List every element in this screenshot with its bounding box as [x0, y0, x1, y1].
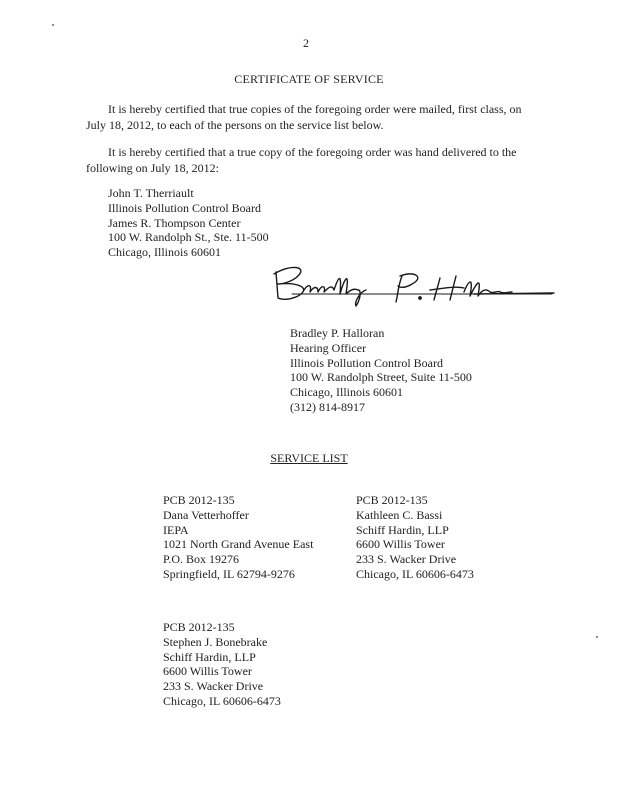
entry-line: Schiff Hardin, LLP	[163, 649, 256, 664]
handwritten-signature	[268, 260, 558, 310]
entry-line: Dana Vetterhoffer	[163, 507, 249, 522]
hand-delivery-certification-paragraph: It is hereby certified that a true copy of the foregoing order was hand delivered to the following on July 18, 2012:	[86, 145, 517, 175]
entry-line: Stephen J. Bonebrake	[163, 634, 268, 649]
entry-line: Kathleen C. Bassi	[356, 507, 443, 522]
signer-line: Illinois Pollution Control Board	[290, 355, 444, 370]
mailing-certification-paragraph: It is hereby certified that true copies of the foregoing order were mailed, first class, on July 18, 2012, to each of the persons on the service list below.	[86, 102, 522, 132]
entry-line: 233 S. Wacker Drive	[356, 552, 457, 567]
signer-line: (312) 814-8917	[290, 399, 365, 414]
page-number: 2	[303, 36, 309, 50]
address-line: 100 W. Randolph St., Ste. 11-500	[108, 230, 269, 245]
entry-line: 1021 North Grand Avenue East	[163, 537, 314, 552]
entry-line: Springfield, IL 62794-9276	[163, 566, 295, 581]
entry-line: PCB 2012-135	[163, 620, 235, 634]
signer-block	[290, 326, 472, 415]
scan-speck	[596, 636, 598, 638]
signer-line: 100 W. Randolph Street, Suite 11-500	[290, 370, 472, 385]
entry-line: 6600 Willis Tower	[163, 664, 252, 679]
entry-line: P.O. Box 19276	[163, 552, 240, 567]
entry-line: IEPA	[163, 522, 189, 537]
service-list-title-text: SERVICE LIST	[270, 451, 348, 465]
entry-line: Schiff Hardin, LLP	[356, 522, 449, 537]
entry-line: 6600 Willis Tower	[356, 537, 445, 552]
certificate-title: CERTIFICATE OF SERVICE	[234, 72, 384, 86]
recipient-address	[108, 186, 269, 260]
service-list-title	[0, 451, 618, 465]
signer-line: Hearing Officer	[290, 340, 367, 355]
address-line: Illinois Pollution Control Board	[108, 200, 262, 215]
address-line: Chicago, Illinois 60601	[108, 245, 221, 260]
entry-line: 233 S. Wacker Drive	[163, 679, 264, 694]
entry-line: Chicago, IL 60606-6473	[163, 693, 281, 708]
entry-line: PCB 2012-135	[163, 493, 235, 507]
address-line: John T. Therriault	[108, 186, 194, 200]
service-list-entry	[163, 620, 281, 709]
address-line: James R. Thompson Center	[108, 215, 241, 230]
service-list-entry	[163, 493, 313, 582]
signer-line: Bradley P. Halloran	[290, 326, 385, 340]
scan-speck	[52, 24, 54, 26]
entry-line: Chicago, IL 60606-6473	[356, 566, 474, 581]
entry-line: PCB 2012-135	[356, 493, 428, 507]
signer-line: Chicago, Illinois 60601	[290, 385, 403, 400]
service-list-entry	[356, 493, 474, 582]
